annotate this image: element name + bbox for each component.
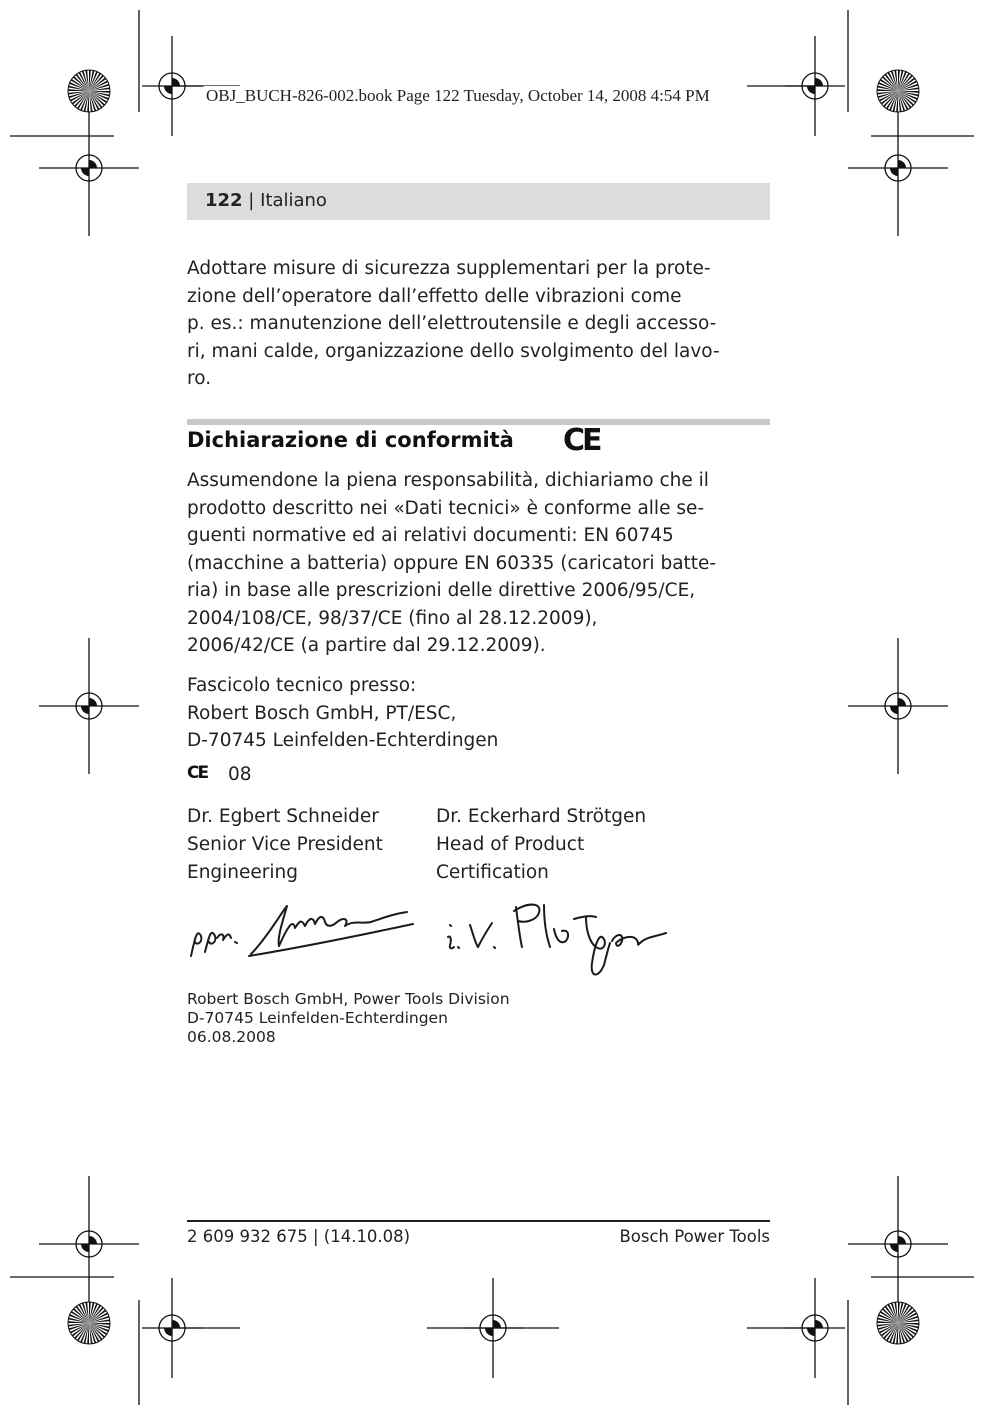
page-header-band xyxy=(187,183,770,220)
text-line: prodotto descritto nei «Dati tecnici» è conforme alle se- xyxy=(187,497,705,519)
text-line: D-70745 Leinfelden-Echterdingen xyxy=(187,730,499,751)
header-language: Italiano xyxy=(260,190,327,211)
issuer-line: D-70745 Leinfelden-Echterdingen xyxy=(187,1009,448,1027)
signatory-2 xyxy=(436,803,646,887)
crosshair-target xyxy=(142,1278,240,1378)
crosshair-target xyxy=(747,1278,845,1378)
vibration-paragraph xyxy=(187,255,787,393)
print-file-header: OBJ_BUCH-826-002.book Page 122 Tuesday, October 14, 2008 4:54 PM xyxy=(206,86,710,105)
signatory-name: Dr. Egbert Schneider xyxy=(187,806,379,827)
section-title: Dichiarazione di conformità xyxy=(187,428,514,452)
text-line: Adottare misure di sicurezza supplementari per la prote- xyxy=(187,258,711,279)
ce-year: 08 xyxy=(228,764,252,785)
issuer-block xyxy=(187,990,510,1047)
text-line: Robert Bosch GmbH, PT/ESC, xyxy=(187,702,457,724)
text-line: p. es.: manutenzione dell’elettroutensile e degli accesso- xyxy=(187,313,717,334)
ce-mark-small: CE xyxy=(187,763,208,783)
crosshair-target xyxy=(39,638,139,774)
text-line: zione dell’operatore dall’effetto delle vibrazioni come xyxy=(187,285,682,307)
text-line: ri, mani calde, organizzazione dello svolgimento del lavo- xyxy=(187,340,720,362)
sunburst-target xyxy=(68,70,110,112)
issuer-line: Robert Bosch GmbH, Power Tools Division xyxy=(187,990,510,1008)
crosshair-target xyxy=(39,1176,139,1312)
signatory-name: Dr. Eckerhard Strötgen xyxy=(436,806,647,827)
text-line: ria) in base alle prescrizioni delle direttive 2006/95/CE, xyxy=(187,580,696,601)
text-line: (macchine a batteria) oppure EN 60335 (caricatori batte- xyxy=(187,552,717,574)
conformity-body xyxy=(187,467,787,660)
footer-rule xyxy=(187,1220,770,1222)
signature-stroetgen xyxy=(440,895,680,985)
signatory-title: Senior Vice President xyxy=(187,834,383,855)
sunburst-target xyxy=(68,1302,110,1344)
section-divider xyxy=(187,419,770,425)
footer-document-number: 2 609 932 675 | (14.10.08) xyxy=(187,1227,411,1246)
technical-file xyxy=(187,672,787,755)
crosshair-target xyxy=(39,100,139,236)
crosshair-target xyxy=(848,1176,948,1312)
page-number: 122 xyxy=(205,190,243,211)
page-header xyxy=(205,190,327,211)
text-line: Fascicolo tecnico presso: xyxy=(187,675,417,696)
crosshair-target xyxy=(848,100,948,236)
signatory-title: Engineering xyxy=(187,862,298,883)
sunburst-target xyxy=(877,70,919,112)
issuer-date: 06.08.2008 xyxy=(187,1028,276,1046)
crosshair-target xyxy=(427,1278,559,1378)
crosshair-target xyxy=(848,638,948,774)
text-line: 2006/42/CE (a partire dal 29.12.2009). xyxy=(187,635,546,656)
footer-brand: Bosch Power Tools xyxy=(619,1227,770,1246)
signature-schneider xyxy=(187,898,417,968)
text-line: ro. xyxy=(187,368,212,389)
ce-mark: CE xyxy=(563,423,600,458)
signatory-title: Certification xyxy=(436,862,549,883)
text-line: guenti normative ed ai relativi documenti: EN 60745 xyxy=(187,525,674,546)
signatory-1 xyxy=(187,803,383,887)
text-line: Assumendone la piena responsabilità, dichiariamo che il xyxy=(187,470,709,491)
text-line: 2004/108/CE, 98/37/CE (fino al 28.12.2009), xyxy=(187,607,598,629)
sunburst-target xyxy=(877,1302,919,1344)
header-separator: | xyxy=(242,190,261,211)
crosshair-target xyxy=(747,36,845,136)
signatory-title: Head of Product xyxy=(436,834,585,855)
